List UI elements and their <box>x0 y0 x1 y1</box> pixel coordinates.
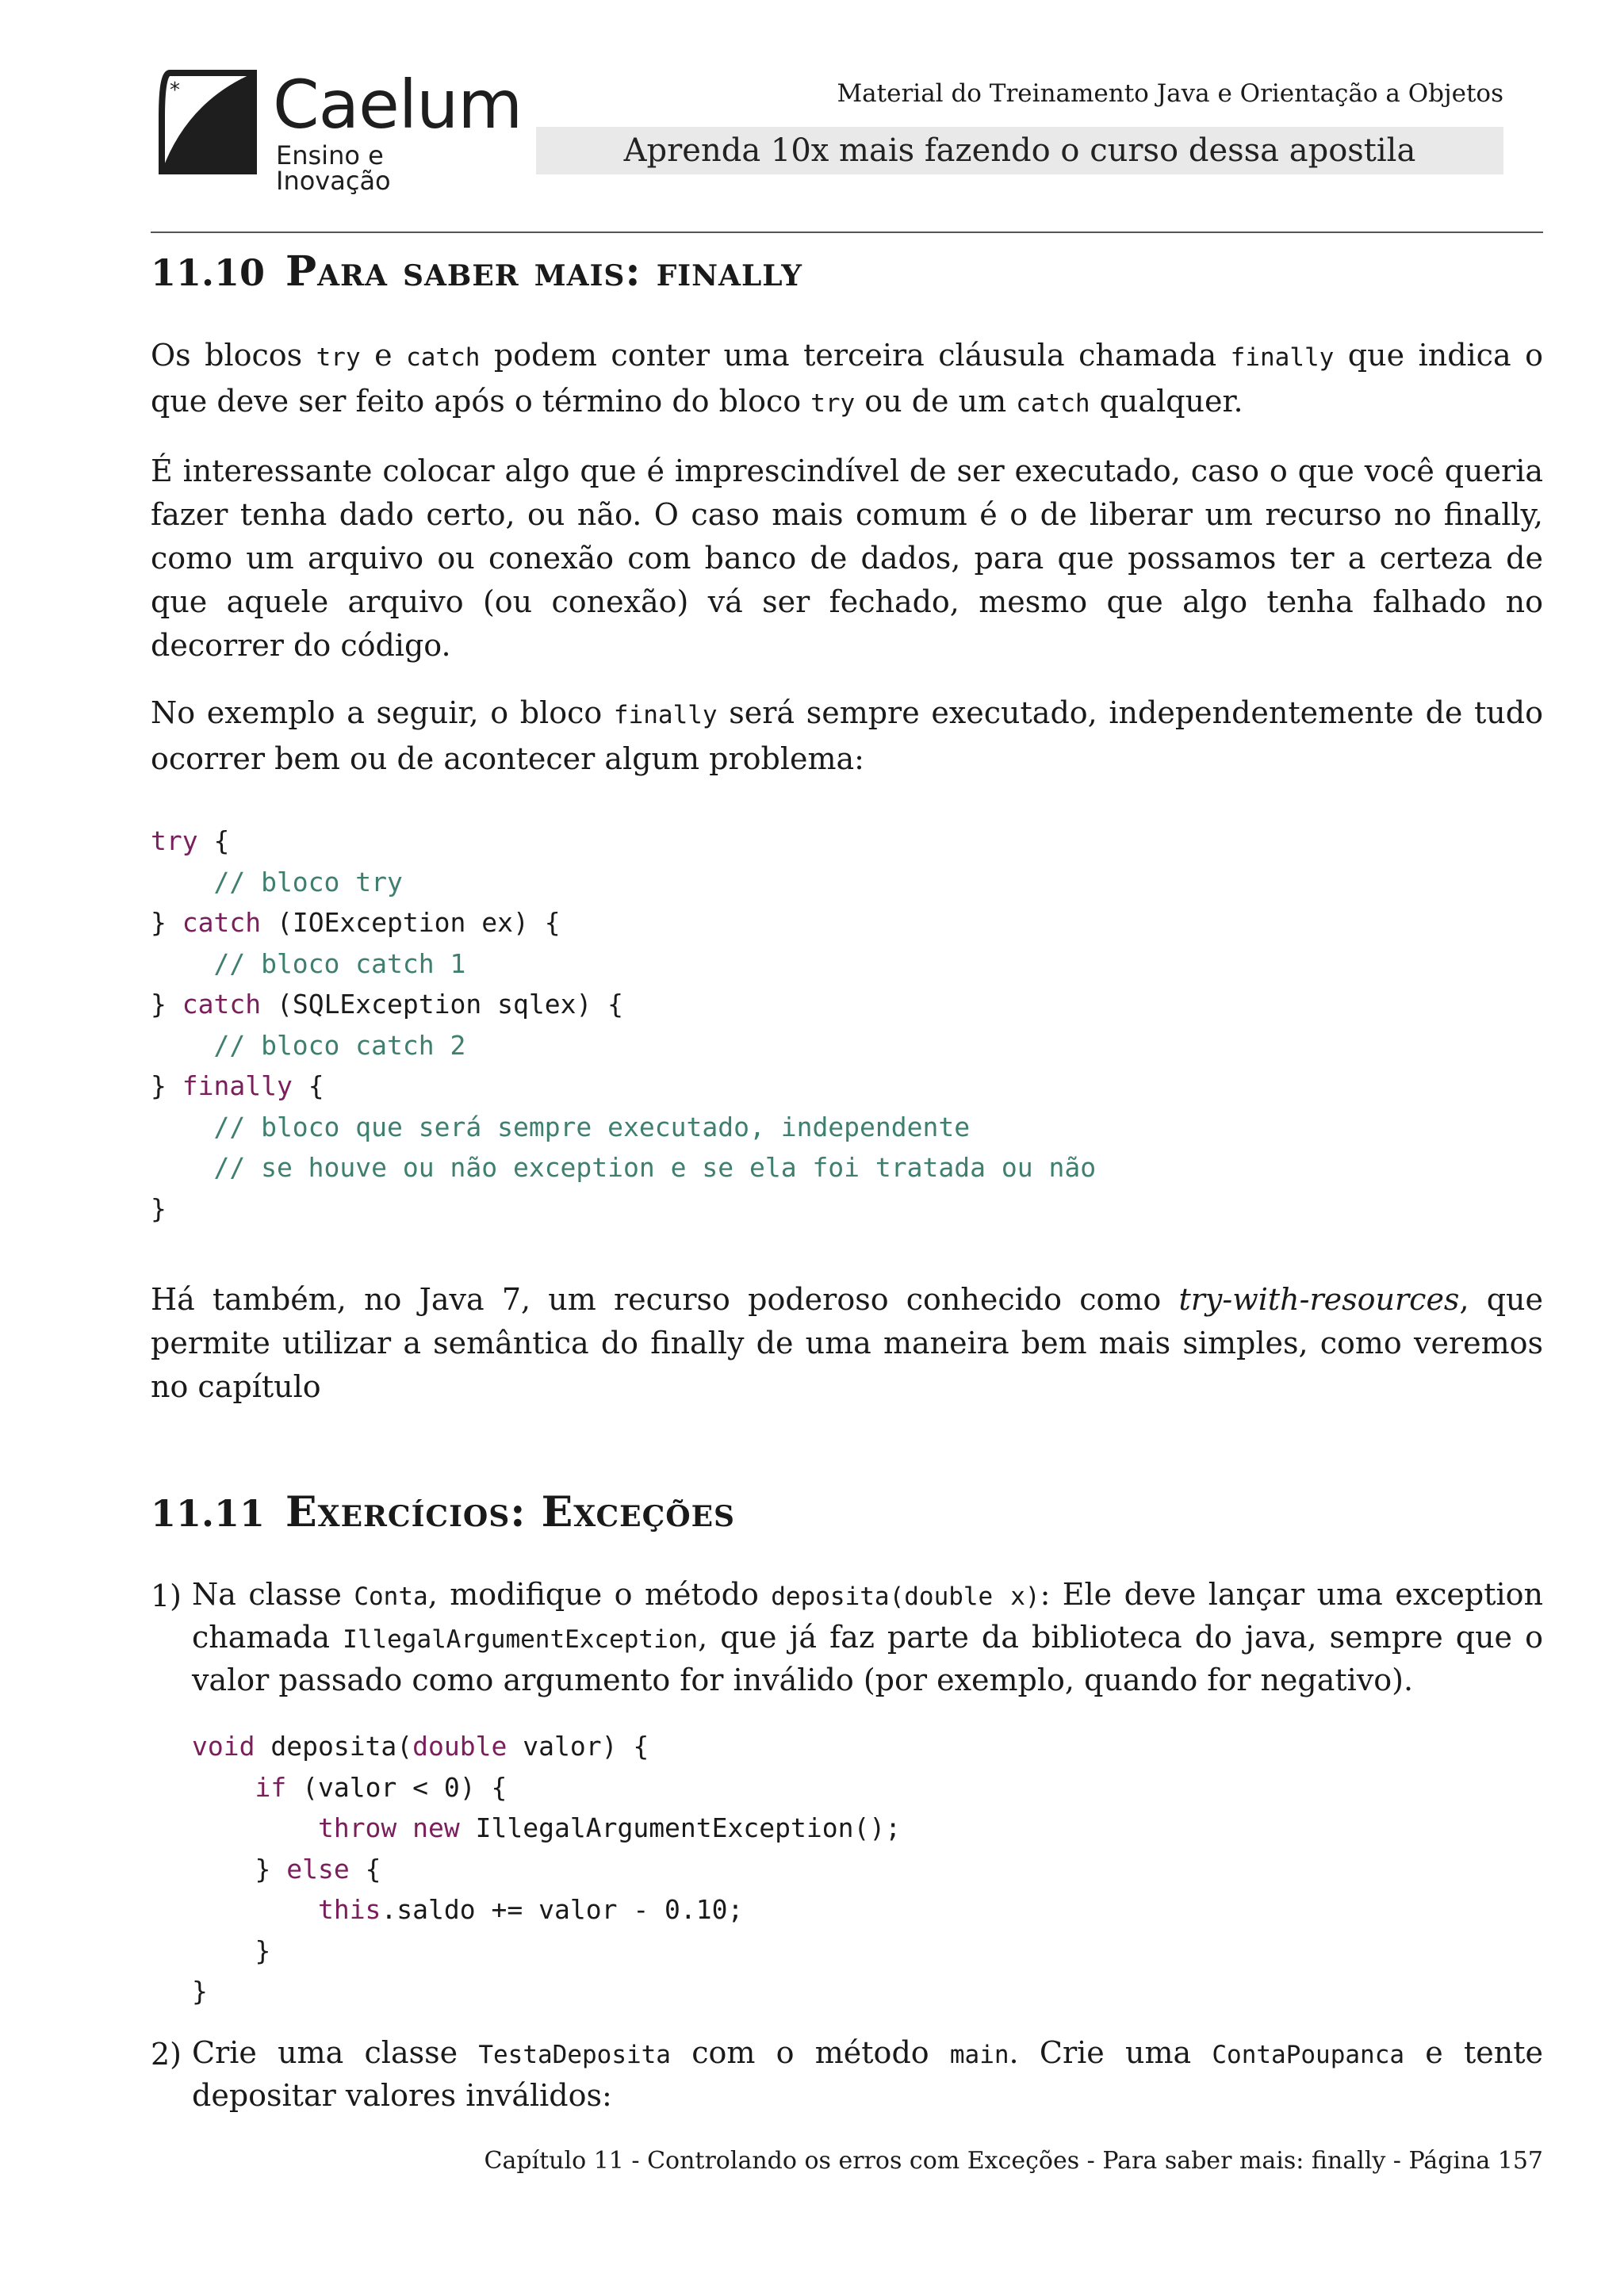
list-marker: 2) <box>151 2036 182 2072</box>
code-text: } <box>192 1976 208 2007</box>
text: . Crie uma <box>1009 2034 1212 2070</box>
code-text: { <box>197 825 230 856</box>
logo-name: Caelum <box>273 66 523 144</box>
text: , que já faz parte da biblioteca do java, sempre que o valor passado como argumento for inválido (por exemplo, quando for negativo). <box>192 1620 1543 1697</box>
list-marker: 1) <box>151 1578 182 1613</box>
inline-code: IllegalArgumentException <box>343 1625 699 1654</box>
caelum-logo-mark-icon <box>155 70 257 174</box>
inline-code: deposita(double x) <box>771 1582 1040 1611</box>
code-comment: // bloco try <box>151 866 403 897</box>
inline-code: try <box>810 389 856 418</box>
keyword: throw <box>317 1812 397 1843</box>
exercise-item <box>151 1575 1543 2012</box>
keyword: else <box>286 1853 350 1885</box>
code-comment: // bloco catch 2 <box>151 1029 466 1061</box>
text: Há também, no Java 7, um recurso poderoso conhecido como <box>151 1282 1179 1317</box>
text: com o método <box>670 2034 950 2070</box>
text: podem conter uma terceira cláusula chamada <box>480 338 1231 373</box>
code-block-deposita <box>192 1726 1543 2012</box>
keyword: try <box>151 825 198 856</box>
code-text: { <box>349 1853 381 1885</box>
header-divider <box>151 232 1543 233</box>
code-text <box>396 1812 412 1843</box>
code-comment: // se houve ou não exception e se ela foi tratada ou não <box>151 1152 1097 1183</box>
page-content <box>151 244 1543 2116</box>
keyword: if <box>255 1771 287 1803</box>
code-text: .saldo += valor - 0.10; <box>381 1894 744 1925</box>
text: No exemplo a seguir, o bloco <box>151 695 614 730</box>
code-indent <box>192 1812 318 1843</box>
keyword: finally <box>182 1070 293 1101</box>
text: Os blocos <box>151 338 316 373</box>
code-text: valor) { <box>507 1731 649 1762</box>
section-heading-exercicios <box>151 1488 1543 1536</box>
exercise-item <box>151 2033 1543 2116</box>
section-number: 11.11 <box>151 1492 266 1535</box>
inline-code: main <box>949 2040 1009 2069</box>
text: Na classe <box>192 1577 354 1612</box>
code-text: (SQLException sqlex) { <box>261 989 624 1020</box>
inline-code: catch <box>1016 389 1090 418</box>
paragraph <box>192 1575 1543 1701</box>
section-title: Para saber mais: finally <box>285 247 802 296</box>
inline-code: Conta <box>354 1582 428 1611</box>
code-comment: // bloco que será sempre executado, independente <box>151 1111 971 1142</box>
keyword: new <box>412 1812 460 1843</box>
inline-code: finally <box>1230 343 1335 372</box>
emphasis: try-with-resources <box>1178 1282 1460 1317</box>
course-banner: Aprenda 10x mais fazendo o curso dessa apostila <box>536 127 1503 174</box>
paragraph <box>192 2033 1543 2116</box>
text: , que permite utilizar a semântica do finally de uma maneira bem mais simples, como veremos no capítulo <box>151 1282 1544 1404</box>
text: Crie uma classe <box>192 2034 479 2070</box>
caelum-logo <box>155 66 523 196</box>
code-text: } <box>192 1853 287 1885</box>
inline-code: finally <box>613 701 718 729</box>
inline-code: try <box>316 343 361 372</box>
keyword: catch <box>182 907 262 938</box>
inline-code: ContaPoupanca <box>1212 2040 1405 2069</box>
inline-code: catch <box>406 343 481 372</box>
inline-code: TestaDeposita <box>478 2040 671 2069</box>
keyword: catch <box>182 989 262 1020</box>
code-text: (IOException ex) { <box>261 907 561 938</box>
code-text: (valor < 0) { <box>286 1771 508 1803</box>
code-indent <box>192 1894 318 1925</box>
text: qualquer. <box>1090 384 1243 419</box>
exercise-list <box>151 1575 1543 2116</box>
keyword: double <box>412 1731 508 1762</box>
code-text: IllegalArgumentException(); <box>459 1812 902 1843</box>
code-indent <box>192 1772 255 1803</box>
paragraph <box>151 334 1543 426</box>
logo-tagline: Ensino e Inovação <box>276 140 391 196</box>
code-text: { <box>292 1070 324 1101</box>
code-text: } <box>151 1070 182 1101</box>
text: ou de um <box>855 384 1017 419</box>
paragraph: É interessante colocar algo que é imprescindível de ser executado, caso o que você queria fazer tenha dado certo, ou não. O caso mais comum é o de liberar um recurso no finally, como um arquivo ou conexão com banco de dados, para que possamos ter a certeza de que aquele arquivo (ou conexão) vá ser fechado, mesmo que algo tenha falhado no decorrer do código. <box>151 453 1543 663</box>
code-text: } <box>151 1192 167 1224</box>
material-title: Material do Treinamento Java e Orientação a Objetos <box>837 79 1503 108</box>
code-block-try-catch-finally <box>151 821 1543 1229</box>
text: que indica o que deve ser feito após o término do bloco <box>151 338 1543 419</box>
text: , modifique o método <box>427 1577 772 1612</box>
paragraph <box>151 691 1543 781</box>
code-text: deposita( <box>255 1731 413 1762</box>
code-text: } <box>151 989 182 1020</box>
code-text: } <box>151 907 182 938</box>
keyword: void <box>192 1731 255 1762</box>
text: será sempre executado, independentemente de tudo ocorrer bem ou de acontecer algum problema: <box>151 695 1543 776</box>
text: e <box>360 338 407 373</box>
text: e tente depositar valores inválidos: <box>192 2034 1543 2113</box>
section-number: 11.10 <box>151 251 266 294</box>
code-comment: // bloco catch 1 <box>151 947 466 979</box>
text: : Ele deve lançar uma exception chamada <box>192 1577 1543 1655</box>
code-text: } <box>192 1934 271 1966</box>
paragraph <box>151 1278 1543 1409</box>
svg-text:*: * <box>170 78 180 102</box>
page-footer: Capítulo 11 - Controlando os erros com Exceções - Para saber mais: finally - Página 157 <box>484 2147 1543 2175</box>
keyword: this <box>317 1894 381 1925</box>
section-title: Exercícios: Exceções <box>285 1488 736 1536</box>
section-heading-finally <box>151 247 1543 296</box>
